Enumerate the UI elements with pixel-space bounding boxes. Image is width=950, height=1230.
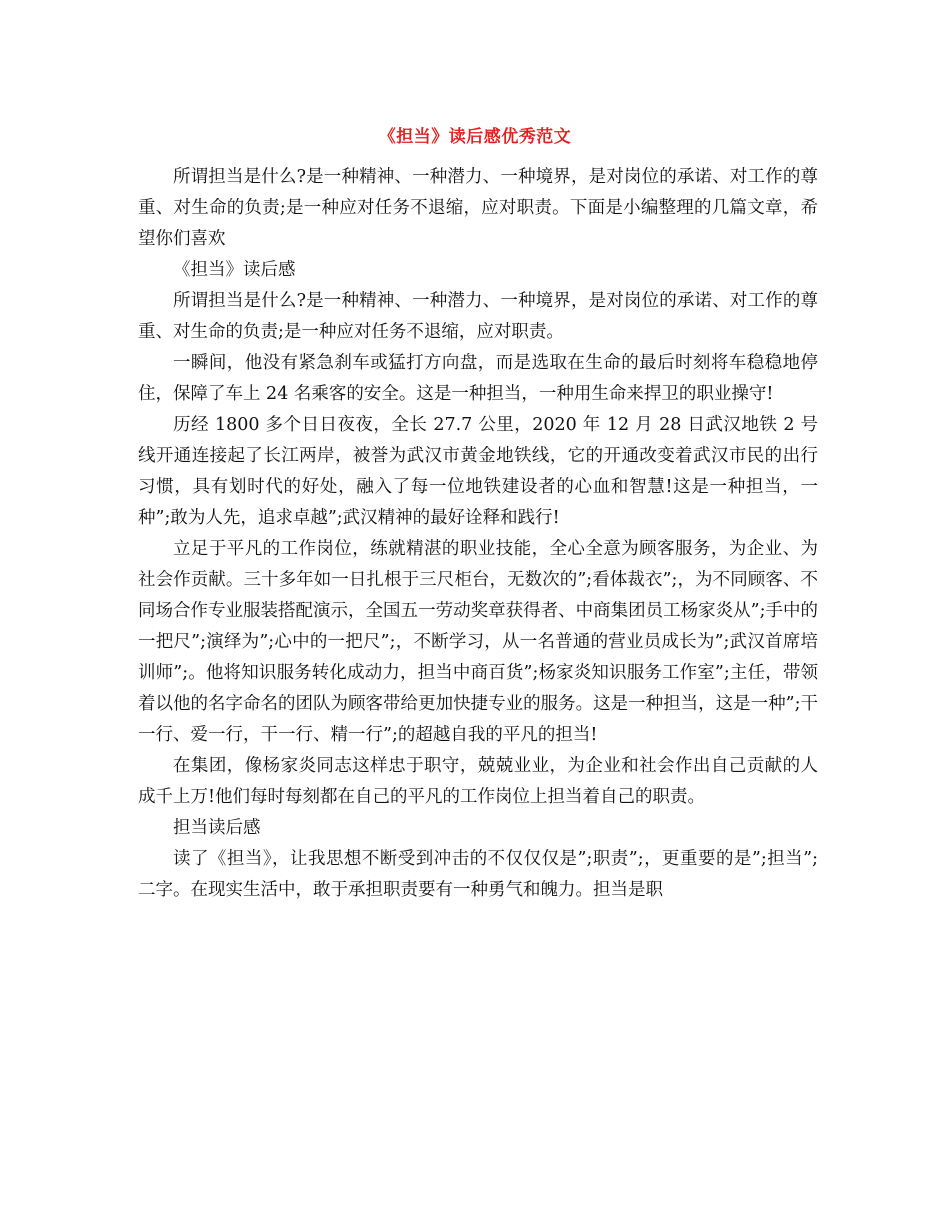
paragraph-metro: 历经 1800 多个日日夜夜，全长 27.7 公里，2020 年 12 月 28 日武汉地铁 2 号线开通连接起了长江两岸，被誉为武汉市黄金地铁线，它的开通改变着武汉市民的出行习惯，具有划时代的好处，融入了每一位地铁建设者的心血和智慧!这是一种担当，一种”;敢为人先，追求卓越”;武汉精神的最好诠释和践行! bbox=[138, 415, 818, 528]
document-title: 《担当》读后感优秀范文 bbox=[378, 127, 572, 147]
paragraph-intro: 所谓担当是什么?是一种精神、一种潜力、一种境界，是对岗位的承诺、对工作的尊重、对生命的负责;是一种应对任务不退缩，应对职责。下面是小编整理的几篇文章，希望你们喜欢 bbox=[138, 167, 818, 249]
paragraph-group: 在集团，像杨家炎同志这样忠于职守，兢兢业业，为企业和社会作出自己贡献的人成千上万!他们每时每刻都在自己的平凡的工作岗位上担当着自己的职责。 bbox=[138, 756, 818, 807]
document-body bbox=[138, 162, 818, 906]
paragraph-yang-jiayan: 立足于平凡的工作岗位，练就精湛的职业技能，全心全意为顾客服务，为企业、为社会作贡献。三十多年如一日扎根于三尺柜台，无数次的”;看体裁衣”;，为不同顾客、不同场合作专业服装搭配演示，全国五一劳动奖章获得者、中商集团员工杨家炎从”;手中的一把尺”;演绎为”;心中的一把尺”;，不断学习，从一名普通的营业员成长为”;武汉首席培训师”;。他将知识服务转化成动力，担当中商百货”;杨家炎知识服务工作室”;主任，带领着以他的名字命名的团队为顾客带给更加快捷专业的服务。这是一种担当，这是一种”;干一行、爱一行，干一行、精一行”;的超越自我的平凡的担当! bbox=[138, 539, 818, 745]
paragraph-driver: 一瞬间，他没有紧急刹车或猛打方向盘，而是选取在生命的最后时刻将车稳稳地停住，保障了车上 24 名乘客的安全。这是一种担当，一种用生命来捍卫的职业操守! bbox=[138, 353, 818, 404]
paragraph-definition: 所谓担当是什么?是一种精神、一种潜力、一种境界，是对岗位的承诺、对工作的尊重、对生命的负责;是一种应对任务不退缩，应对职责。 bbox=[138, 291, 818, 342]
section-heading-2: 担当读后感 bbox=[173, 818, 261, 838]
paragraph-reflection: 读了《担当》，让我思想不断受到冲击的不仅仅仅是”;职责”;，更重要的是”;担当”;二字。在现实生活中，敢于承担职责要有一种勇气和魄力。担当是职 bbox=[138, 849, 818, 900]
section-heading-1: 《担当》读后感 bbox=[173, 260, 296, 280]
